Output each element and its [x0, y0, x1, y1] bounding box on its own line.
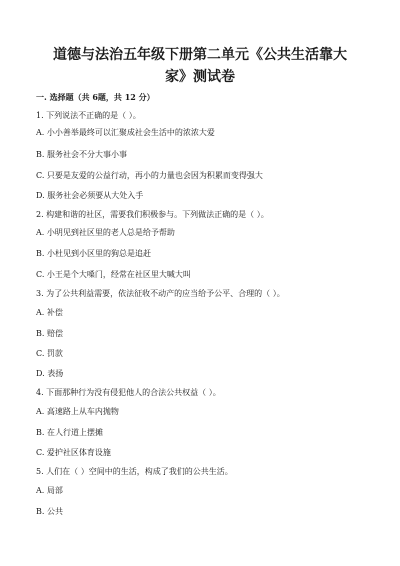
- question-5-option-b: B. 公共: [36, 507, 63, 516]
- question-3-option-c: C. 罚款: [36, 349, 63, 358]
- section-heading: 一. 选择题（共 6题，共 12 分）: [36, 92, 155, 102]
- question-4-option-b: B. 在人行道上摆摊: [36, 428, 103, 437]
- question-2-option-c: C. 小王是个大嗓门，经常在社区里大喊大叫: [36, 270, 191, 279]
- question-2-option-b: B. 小杜见到小区里的狗总是追赶: [36, 249, 151, 258]
- question-2-option-a: A. 小明见到社区里的老人总是给予帮助: [36, 228, 175, 237]
- question-3-option-b: B. 赔偿: [36, 329, 63, 338]
- question-4-option-a: A. 高速路上从车内抛物: [36, 407, 119, 416]
- question-4-option-c: C. 爱护社区体育设施: [36, 448, 111, 457]
- question-4-stem: 4. 下面那种行为没有侵犯他人的合法公共权益（ ）。: [36, 388, 221, 397]
- question-3-option-d: D. 表扬: [36, 369, 64, 378]
- question-5-stem: 5. 人们在（ ）空间中的生活，构成了我们的公共生活。: [36, 467, 233, 476]
- question-3-stem: 3. 为了公共利益需要，依法征收不动产的应当给予公平、合理的（ ）。: [36, 289, 285, 298]
- question-1-option-c: C. 只要是友爱的公益行动，再小的力量也会因为积累而变得强大: [36, 171, 263, 180]
- title-line-1: 道德与法治五年级下册第二单元《公共生活靠大: [53, 47, 347, 63]
- question-5-option-a: A. 局部: [36, 486, 63, 495]
- question-1-option-b: B. 服务社会不分大事小事: [36, 150, 127, 159]
- question-2-stem: 2. 构建和谐的社区，需要我们积极参与。下列做法正确的是（ ）。: [36, 210, 269, 219]
- page-title: [40, 44, 360, 88]
- question-1-option-d: D. 服务社会必须要从大处入手: [36, 191, 144, 200]
- question-1-option-a: A. 小小善举最终可以汇聚成社会生活中的浓浓大爱: [36, 128, 215, 137]
- question-3-option-a: A. 补偿: [36, 308, 63, 317]
- question-1-stem: 1. 下列说法不正确的是（ ）。: [36, 111, 141, 120]
- title-line-2: 家》测试卷: [165, 69, 235, 85]
